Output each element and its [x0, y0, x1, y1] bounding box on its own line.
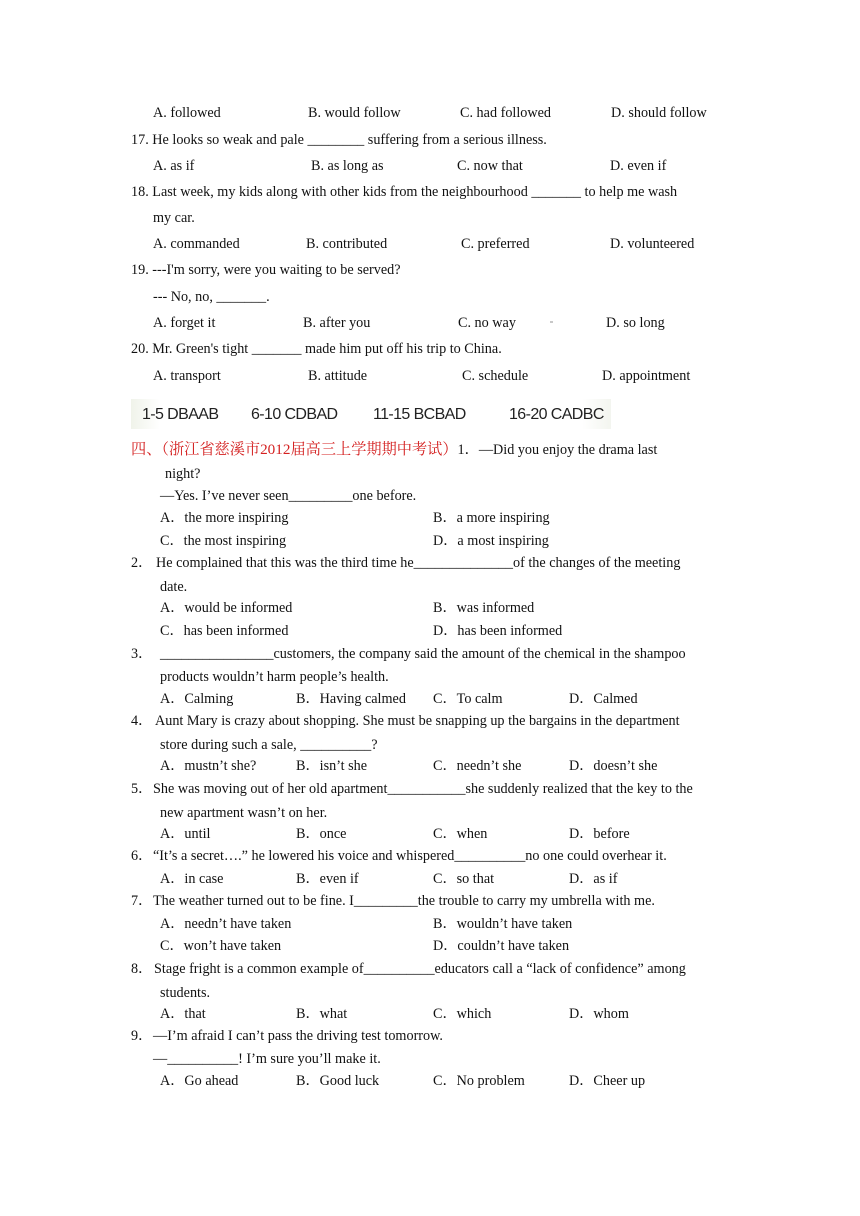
question-19-stem: 19. ---I'm sorry, were you waiting to be served? [131, 262, 401, 278]
question-5-stem-cont: new apartment wasn’t on her. [160, 805, 328, 821]
option-b: B．Having calmed [296, 691, 406, 707]
option-d: D. volunteered [610, 236, 695, 252]
question-18-stem: 18. Last week, my kids along with other kids from the neighbourhood _______ to help me wash [131, 184, 678, 200]
option-c: C．needn’t she [433, 758, 522, 774]
option-d: D．as if [569, 871, 618, 887]
question-3-number: 3． [131, 646, 153, 662]
option-c: C．when [433, 826, 488, 842]
option-c: C. no way [458, 315, 516, 331]
question-19-stem-cont: --- No, no, _______. [153, 289, 270, 305]
answer-key-6-10: 6-10 CDBAD [251, 406, 338, 423]
option-b: B．even if [296, 871, 359, 887]
question-2-stem-cont: date. [160, 579, 188, 595]
option-a: A. followed [153, 105, 221, 121]
option-c: C. had followed [460, 105, 552, 121]
question-3-stem-cont: products wouldn’t harm people’s health. [160, 669, 389, 685]
option-c: C．so that [433, 871, 495, 887]
option-a: A. transport [153, 368, 221, 384]
question-20-stem: 20. Mr. Green's tight _______ made him put off his trip to China. [131, 341, 502, 357]
question-5-stem: She was moving out of her old apartment___________she suddenly realized that the key to the [153, 781, 693, 797]
option-c: C. schedule [462, 368, 529, 384]
question-8-stem: Stage fright is a common example of__________educators call a “lack of confidence” among [154, 961, 686, 977]
option-c: C．To calm [433, 691, 503, 707]
option-c: C．No problem [433, 1073, 525, 1089]
question-1-stem-cont: night? [165, 466, 201, 482]
question-4-stem: Aunt Mary is crazy about shopping. She must be snapping up the bargains in the department [155, 713, 680, 729]
option-b: B．once [296, 826, 347, 842]
option-c: C．which [433, 1006, 492, 1022]
option-a: A．Go ahead [160, 1073, 239, 1089]
option-a: A．that [160, 1006, 206, 1022]
option-b: B. would follow [308, 105, 401, 121]
option-b: B. as long as [311, 158, 384, 174]
question-8-stem-cont: students. [160, 985, 211, 1001]
question-9-stem: —I’m afraid I can’t pass the driving test tomorrow. [153, 1028, 443, 1044]
section-four-header: 四、（浙江省慈溪市2012届高三上学期期中考试） [131, 441, 458, 458]
option-c: C. preferred [461, 236, 530, 252]
question-4-stem-cont: store during such a sale, __________? [160, 737, 378, 753]
option-d: D．doesn’t she [569, 758, 658, 774]
option-b: B．Good luck [296, 1073, 380, 1089]
option-a: A．needn’t have taken [160, 916, 292, 932]
option-b: B．isn’t she [296, 758, 368, 774]
option-d: D．Calmed [569, 691, 638, 707]
option-a: A. commanded [153, 236, 240, 252]
option-b: B．what [296, 1006, 348, 1022]
question-17-stem: 17. He looks so weak and pale ________ suffering from a serious illness. [131, 132, 547, 148]
question-8-number: 8． [131, 961, 153, 977]
option-a: A. as if [153, 158, 195, 174]
question-2-number: 2． [131, 555, 153, 571]
option-a: A. forget it [153, 315, 216, 331]
stray-mark [550, 321, 553, 323]
question-1-dialogue: —Yes. I’ve never seen_________one before. [160, 488, 417, 504]
option-b: B. attitude [308, 368, 368, 384]
option-d: D．before [569, 826, 630, 842]
answer-key-16-20: 16-20 CADBC [509, 406, 604, 423]
option-b: B．wouldn’t have taken [433, 916, 573, 932]
question-1-stem: 1．—Did you enjoy the drama last [457, 442, 658, 458]
question-7-stem: The weather turned out to be fine. I_________the trouble to carry my umbrella with me. [153, 893, 655, 909]
answer-key-1-5: 1-5 DBAAB [142, 406, 219, 423]
option-c: C. now that [457, 158, 523, 174]
option-d: D．Cheer up [569, 1073, 646, 1089]
question-3-stem: ________________customers, the company said the amount of the chemical in the shampoo [160, 646, 686, 662]
option-d: D. so long [606, 315, 665, 331]
question-2-stem: He complained that this was the third time he______________of the changes of the meeting [156, 555, 681, 571]
option-d: D．has been informed [433, 623, 563, 639]
question-6-stem: “It’s a secret….” he lowered his voice and whispered__________no one could overhear it. [153, 848, 667, 864]
question-6-number: 6． [131, 848, 153, 864]
option-d: D. should follow [611, 105, 707, 121]
question-9-number: 9． [131, 1028, 153, 1044]
option-d: D. appointment [602, 368, 691, 384]
option-a: A．in case [160, 871, 224, 887]
option-a: A．mustn’t she? [160, 758, 257, 774]
answer-key-11-15: 11-15 BCBAD [373, 406, 466, 423]
question-7-number: 7． [131, 893, 153, 909]
option-b: B. after you [303, 315, 371, 331]
option-d: D．whom [569, 1006, 629, 1022]
question-9-dialogue: —__________! I’m sure you’ll make it. [153, 1051, 381, 1067]
option-c: C．the most inspiring [160, 533, 287, 549]
option-d: D．couldn’t have taken [433, 938, 570, 954]
option-a: A．would be informed [160, 600, 293, 616]
option-b: B. contributed [306, 236, 388, 252]
option-d: D. even if [610, 158, 667, 174]
option-c: C．has been informed [160, 623, 289, 639]
option-a: A．Calming [160, 691, 234, 707]
option-a: A．until [160, 826, 211, 842]
option-b: B．a more inspiring [433, 510, 550, 526]
question-18-stem-cont: my car. [153, 210, 195, 226]
question-5-number: 5． [131, 781, 153, 797]
option-b: B．was informed [433, 600, 535, 616]
question-4-number: 4． [131, 713, 153, 729]
section-four-line [131, 441, 657, 459]
option-a: A．the more inspiring [160, 510, 289, 526]
option-d: D．a most inspiring [433, 533, 549, 549]
option-c: C．won’t have taken [160, 938, 282, 954]
